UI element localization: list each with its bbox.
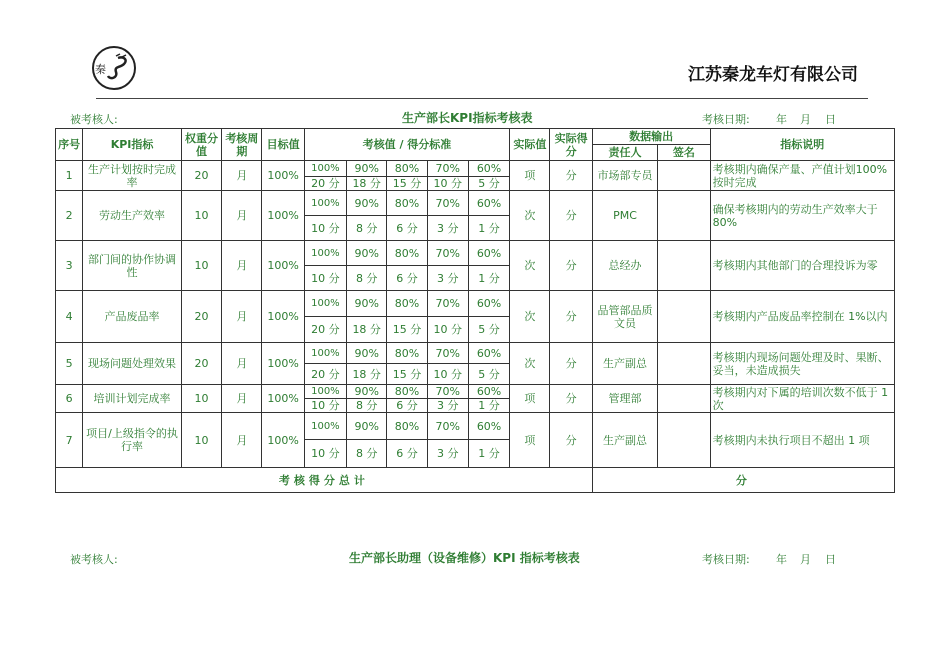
score-points: 10 分 bbox=[427, 364, 468, 385]
row-weight: 10 bbox=[181, 385, 221, 413]
score-level: 80% bbox=[387, 241, 427, 266]
table-row bbox=[56, 385, 895, 399]
row-desc: 考核期内现场问题处理及时、果断、妥当，未造成损失 bbox=[710, 343, 894, 385]
score-level: 90% bbox=[347, 413, 387, 440]
total-label: 考核得分总计 bbox=[56, 468, 593, 493]
assess-date-label: 考核日期: bbox=[702, 113, 750, 126]
score-level: 90% bbox=[347, 385, 387, 399]
row-no: 1 bbox=[56, 161, 83, 191]
row-no: 7 bbox=[56, 413, 83, 468]
score-level: 70% bbox=[427, 343, 468, 364]
row-owner: 总经办 bbox=[592, 241, 657, 291]
form-title-2: 生产部长助理（设备维修）KPI 指标考核表 bbox=[349, 551, 580, 565]
row-weight: 20 bbox=[181, 291, 221, 343]
score-points: 3 分 bbox=[427, 399, 468, 413]
row-kpi: 产品废品率 bbox=[83, 291, 182, 343]
score-level: 70% bbox=[427, 161, 468, 177]
row-actual-score: 分 bbox=[550, 191, 592, 241]
score-points: 18 分 bbox=[347, 177, 387, 191]
score-level: 80% bbox=[387, 161, 427, 177]
score-points: 18 分 bbox=[347, 364, 387, 385]
row-kpi: 劳动生产效率 bbox=[83, 191, 182, 241]
score-level: 100% bbox=[304, 191, 346, 216]
score-level: 100% bbox=[304, 161, 346, 177]
row-no: 3 bbox=[56, 241, 83, 291]
score-points: 8 分 bbox=[347, 399, 387, 413]
score-points: 15 分 bbox=[387, 177, 427, 191]
col-no: 序号 bbox=[56, 129, 83, 161]
score-points: 8 分 bbox=[347, 440, 387, 468]
score-points: 6 分 bbox=[387, 216, 427, 241]
col-owner: 责任人 bbox=[592, 145, 657, 161]
score-points: 20 分 bbox=[304, 364, 346, 385]
score-level: 70% bbox=[427, 291, 468, 317]
col-actual: 实际值 bbox=[510, 129, 550, 161]
score-level: 60% bbox=[468, 413, 509, 440]
row-owner: 管理部 bbox=[592, 385, 657, 413]
score-level: 60% bbox=[468, 291, 509, 317]
date-month: 月 bbox=[800, 113, 811, 126]
score-level: 70% bbox=[427, 191, 468, 216]
row-target: 100% bbox=[262, 343, 304, 385]
score-level: 100% bbox=[304, 241, 346, 266]
row-desc: 考核期内产品废品率控制在 1%以内 bbox=[710, 291, 894, 343]
row-kpi: 项目/上级指令的执行率 bbox=[83, 413, 182, 468]
score-level: 60% bbox=[468, 191, 509, 216]
col-kpi: KPI指标 bbox=[83, 129, 182, 161]
row-target: 100% bbox=[262, 241, 304, 291]
score-level: 80% bbox=[387, 385, 427, 399]
score-points: 18 分 bbox=[347, 317, 387, 343]
row-kpi: 培训计划完成率 bbox=[83, 385, 182, 413]
score-points: 10 分 bbox=[427, 317, 468, 343]
score-level: 80% bbox=[387, 413, 427, 440]
score-points: 8 分 bbox=[347, 216, 387, 241]
score-points: 5 分 bbox=[468, 317, 509, 343]
score-level: 60% bbox=[468, 161, 509, 177]
row-period: 月 bbox=[222, 241, 262, 291]
table-row bbox=[56, 291, 895, 317]
row-kpi: 生产计划按时完成率 bbox=[83, 161, 182, 191]
row-actual-score: 分 bbox=[550, 161, 592, 191]
score-level: 90% bbox=[347, 291, 387, 317]
row-sign bbox=[658, 191, 710, 241]
header-divider bbox=[96, 98, 868, 99]
score-level: 100% bbox=[304, 291, 346, 317]
score-points: 10 分 bbox=[304, 399, 346, 413]
row-actual: 次 bbox=[510, 191, 550, 241]
row-target: 100% bbox=[262, 191, 304, 241]
row-actual-score: 分 bbox=[550, 291, 592, 343]
score-level: 90% bbox=[347, 191, 387, 216]
score-points: 1 分 bbox=[468, 440, 509, 468]
row-actual-score: 分 bbox=[550, 413, 592, 468]
score-points: 6 分 bbox=[387, 399, 427, 413]
row-period: 月 bbox=[222, 413, 262, 468]
row-period: 月 bbox=[222, 385, 262, 413]
table-row bbox=[56, 241, 895, 266]
score-points: 1 分 bbox=[468, 266, 509, 291]
row-sign bbox=[658, 241, 710, 291]
col-target: 目标值 bbox=[262, 129, 304, 161]
score-points: 20 分 bbox=[304, 317, 346, 343]
row-owner: 市场部专员 bbox=[592, 161, 657, 191]
score-points: 3 分 bbox=[427, 440, 468, 468]
kpi-table bbox=[55, 128, 895, 493]
score-points: 3 分 bbox=[427, 266, 468, 291]
score-points: 10 分 bbox=[304, 440, 346, 468]
date-day-2: 日 bbox=[825, 553, 836, 566]
score-level: 80% bbox=[387, 343, 427, 364]
company-name: 江苏秦龙车灯有限公司 bbox=[688, 65, 858, 85]
score-level: 70% bbox=[427, 241, 468, 266]
row-sign bbox=[658, 413, 710, 468]
score-points: 5 分 bbox=[468, 177, 509, 191]
table-row bbox=[56, 161, 895, 177]
row-no: 2 bbox=[56, 191, 83, 241]
score-level: 100% bbox=[304, 385, 346, 399]
row-owner: 生产副总 bbox=[592, 413, 657, 468]
score-level: 70% bbox=[427, 385, 468, 399]
col-scoring: 考核值 / 得分标准 bbox=[304, 129, 509, 161]
row-actual: 项 bbox=[510, 161, 550, 191]
date-year-2: 年 bbox=[776, 553, 787, 566]
row-sign bbox=[658, 343, 710, 385]
row-desc: 确保考核期内的劳动生产效率大于 80% bbox=[710, 191, 894, 241]
row-actual-score: 分 bbox=[550, 241, 592, 291]
row-sign bbox=[658, 291, 710, 343]
score-level: 60% bbox=[468, 241, 509, 266]
row-period: 月 bbox=[222, 291, 262, 343]
row-period: 月 bbox=[222, 343, 262, 385]
col-period: 考核周期 bbox=[222, 129, 262, 161]
row-actual-score: 分 bbox=[550, 343, 592, 385]
score-points: 10 分 bbox=[427, 177, 468, 191]
row-period: 月 bbox=[222, 191, 262, 241]
row-kpi: 现场问题处理效果 bbox=[83, 343, 182, 385]
row-actual: 次 bbox=[510, 241, 550, 291]
score-points: 10 分 bbox=[304, 216, 346, 241]
assess-date-label-2: 考核日期: bbox=[702, 553, 750, 566]
row-actual: 项 bbox=[510, 385, 550, 413]
row-no: 5 bbox=[56, 343, 83, 385]
row-actual: 项 bbox=[510, 413, 550, 468]
form-title: 生产部长KPI指标考核表 bbox=[402, 111, 533, 125]
score-points: 3 分 bbox=[427, 216, 468, 241]
score-level: 100% bbox=[304, 343, 346, 364]
score-points: 15 分 bbox=[387, 317, 427, 343]
row-weight: 10 bbox=[181, 191, 221, 241]
row-desc: 考核期内其他部门的合理投诉为零 bbox=[710, 241, 894, 291]
date-year: 年 bbox=[776, 113, 787, 126]
score-level: 90% bbox=[347, 241, 387, 266]
score-points: 20 分 bbox=[304, 177, 346, 191]
row-weight: 10 bbox=[181, 413, 221, 468]
row-target: 100% bbox=[262, 385, 304, 413]
score-points: 15 分 bbox=[387, 364, 427, 385]
table-row bbox=[56, 191, 895, 216]
date-month-2: 月 bbox=[800, 553, 811, 566]
row-desc: 考核期内未执行项目不超出 1 项 bbox=[710, 413, 894, 468]
score-points: 5 分 bbox=[468, 364, 509, 385]
row-weight: 20 bbox=[181, 343, 221, 385]
row-weight: 10 bbox=[181, 241, 221, 291]
row-no: 4 bbox=[56, 291, 83, 343]
score-level: 70% bbox=[427, 413, 468, 440]
row-owner: 生产副总 bbox=[592, 343, 657, 385]
table-row bbox=[56, 413, 895, 440]
score-level: 80% bbox=[387, 291, 427, 317]
score-points: 6 分 bbox=[387, 440, 427, 468]
row-actual: 次 bbox=[510, 291, 550, 343]
row-owner: PMC bbox=[592, 191, 657, 241]
score-level: 90% bbox=[347, 343, 387, 364]
row-actual-score: 分 bbox=[550, 385, 592, 413]
row-target: 100% bbox=[262, 291, 304, 343]
row-target: 100% bbox=[262, 161, 304, 191]
score-points: 6 分 bbox=[387, 266, 427, 291]
row-weight: 20 bbox=[181, 161, 221, 191]
col-data-output: 数据输出 bbox=[592, 129, 710, 145]
score-points: 1 分 bbox=[468, 399, 509, 413]
row-no: 6 bbox=[56, 385, 83, 413]
col-desc: 指标说明 bbox=[710, 129, 894, 161]
row-kpi: 部门间的协作协调性 bbox=[83, 241, 182, 291]
date-day: 日 bbox=[825, 113, 836, 126]
col-actual-score: 实际得分 bbox=[550, 129, 592, 161]
score-level: 100% bbox=[304, 413, 346, 440]
row-desc: 考核期内对下属的培训次数不低于 1 次 bbox=[710, 385, 894, 413]
row-period: 月 bbox=[222, 161, 262, 191]
row-sign bbox=[658, 161, 710, 191]
score-points: 10 分 bbox=[304, 266, 346, 291]
col-weight: 权重分值 bbox=[181, 129, 221, 161]
row-desc: 考核期内确保产量、产值计划100%按时完成 bbox=[710, 161, 894, 191]
score-points: 8 分 bbox=[347, 266, 387, 291]
row-owner: 品管部品质文员 bbox=[592, 291, 657, 343]
score-points: 1 分 bbox=[468, 216, 509, 241]
logo-text: 秦 bbox=[95, 63, 106, 76]
score-level: 90% bbox=[347, 161, 387, 177]
score-level: 60% bbox=[468, 385, 509, 399]
row-sign bbox=[658, 385, 710, 413]
score-level: 80% bbox=[387, 191, 427, 216]
row-target: 100% bbox=[262, 413, 304, 468]
assessee-label: 被考核人: bbox=[70, 113, 118, 126]
table-row bbox=[56, 343, 895, 364]
row-actual: 次 bbox=[510, 343, 550, 385]
col-sign: 签名 bbox=[658, 145, 710, 161]
assessee-label-2: 被考核人: bbox=[70, 553, 118, 566]
total-unit: 分 bbox=[592, 468, 894, 493]
score-level: 60% bbox=[468, 343, 509, 364]
